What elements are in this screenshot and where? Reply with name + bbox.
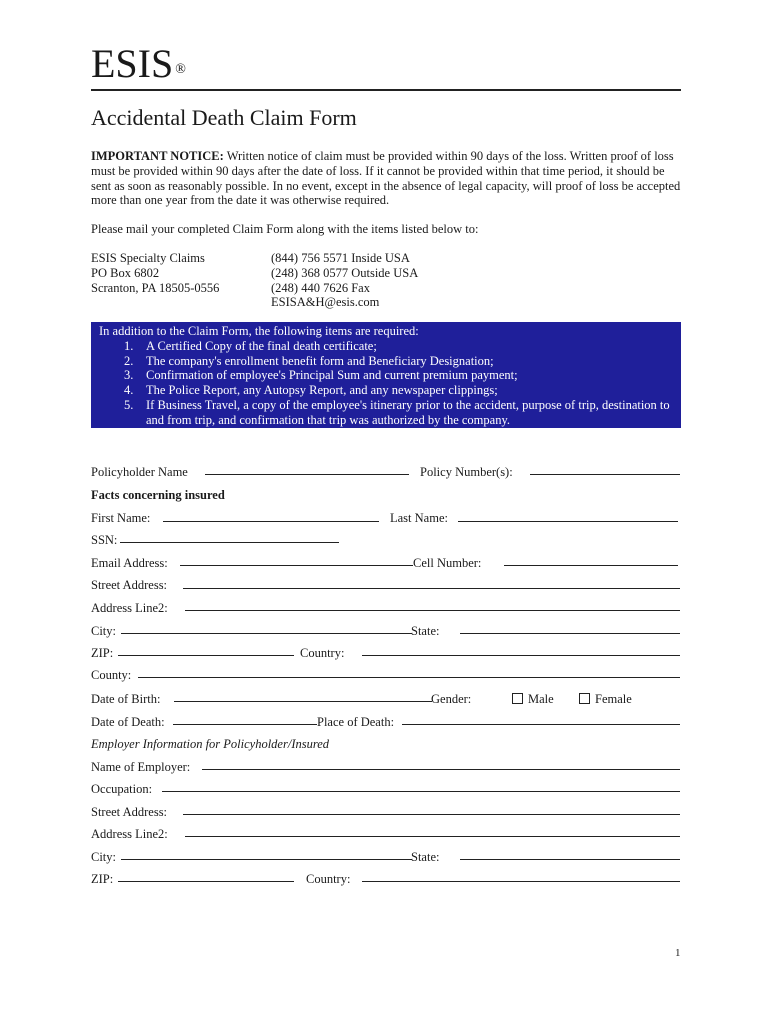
address-line2-field[interactable] <box>185 610 680 611</box>
city-label: City: <box>91 624 117 638</box>
ssn-field[interactable] <box>120 542 339 543</box>
last-name-label: Last Name: <box>390 511 448 525</box>
country-label: Country: <box>300 646 345 660</box>
last-name-field[interactable] <box>458 521 678 522</box>
county-field[interactable] <box>138 677 680 678</box>
first-name-field[interactable] <box>163 521 379 522</box>
required-item: 3. Confirmation of employee's Principal Sum and current premium payment; <box>124 368 518 383</box>
notice-label: IMPORTANT NOTICE: <box>91 149 224 163</box>
place-of-death-field[interactable] <box>402 724 680 725</box>
phone-outside-usa: (248) 368 0577 Outside USA <box>271 265 419 280</box>
cell-number-label: Cell Number: <box>413 556 482 570</box>
address-line2-label: Address Line2: <box>91 601 168 615</box>
email-link[interactable]: ESISA&H@esis.com <box>271 295 380 310</box>
place-of-death-label: Place of Death: <box>317 715 395 729</box>
employer-state-label: State: <box>411 850 440 864</box>
registered-mark: ® <box>175 62 186 77</box>
mail-instructions: Please mail your completed Claim Form along with the items listed below to: <box>91 222 479 236</box>
state-field[interactable] <box>460 633 680 634</box>
employer-zip-field[interactable] <box>118 881 294 882</box>
male-checkbox[interactable] <box>512 693 523 704</box>
zip-field[interactable] <box>118 655 294 656</box>
required-items-box <box>91 322 681 428</box>
dod-field[interactable] <box>173 724 317 725</box>
employer-address2-label: Address Line2: <box>91 827 168 841</box>
required-item: 4. The Police Report, any Autopsy Report, and any newspaper clippings; <box>124 383 498 398</box>
city-field[interactable] <box>121 633 412 634</box>
dod-label: Date of Death: <box>91 715 165 729</box>
employer-address2-field[interactable] <box>185 836 680 837</box>
employer-zip-label: ZIP: <box>91 872 114 886</box>
required-item: 5. If Business Travel, a copy of the employee's itinerary prior to the accident, purpose of trip, destination to and from trip, and confirmation that trip was authorized by the company. <box>124 397 670 427</box>
required-intro: In addition to the Claim Form, the following items are required: <box>99 324 419 338</box>
cell-number-field[interactable] <box>504 565 678 566</box>
employer-name-field[interactable] <box>202 769 680 770</box>
dob-field[interactable] <box>174 701 432 702</box>
female-label: Female <box>595 692 632 706</box>
email-label: Email Address: <box>91 556 168 570</box>
logo-text: ESIS <box>91 41 174 86</box>
required-item: 2. The company's enrollment benefit form and Beneficiary Designation; <box>124 353 494 368</box>
header-rule <box>91 89 681 91</box>
county-label: County: <box>91 668 132 682</box>
occupation-label: Occupation: <box>91 782 153 796</box>
address-line: PO Box 6802 <box>91 265 160 280</box>
zip-label: ZIP: <box>91 646 114 660</box>
gender-label: Gender: <box>431 692 472 706</box>
contact-info <box>271 251 418 310</box>
employer-city-field[interactable] <box>121 859 412 860</box>
policyholder-name-label: Policyholder Name <box>91 465 188 479</box>
address-line: Scranton, PA 18505-0556 <box>91 280 220 295</box>
street-address-label: Street Address: <box>91 578 168 592</box>
esis-logo <box>91 40 184 88</box>
mailing-address <box>91 251 219 295</box>
first-name-label: First Name: <box>91 511 151 525</box>
street-address-field[interactable] <box>183 588 680 589</box>
gender-female-option[interactable] <box>579 691 632 707</box>
fax: (248) 440 7626 Fax <box>271 280 370 295</box>
phone-inside-usa: (844) 756 5571 Inside USA <box>271 251 410 265</box>
notice-text: Written notice of claim must be provided within 90 days of the loss. Written proof of loss must be provided within 90 days after the date of loss. If it cannot be provided within that time period, it should be sent as soon as reasonably possible. In no event, except in the absence of legal capacity, will proof of loss be accepted more than one year from the date it was otherwise required. <box>91 149 681 208</box>
state-label: State: <box>411 624 440 638</box>
employer-city-label: City: <box>91 850 117 864</box>
email-field[interactable] <box>180 565 413 566</box>
important-notice <box>91 149 683 208</box>
required-item: 1. A Certified Copy of the final death certificate; <box>124 338 377 353</box>
employer-street-field[interactable] <box>183 814 680 815</box>
facts-heading: Facts concerning insured <box>91 488 225 502</box>
ssn-label: SSN: <box>91 533 118 547</box>
address-line: ESIS Specialty Claims <box>91 251 205 265</box>
occupation-field[interactable] <box>162 791 680 792</box>
employer-country-field[interactable] <box>362 881 680 882</box>
gender-male-option[interactable] <box>512 691 554 707</box>
employer-heading: Employer Information for Policyholder/Insured <box>91 737 330 751</box>
policyholder-name-field[interactable] <box>205 474 409 475</box>
female-checkbox[interactable] <box>579 693 590 704</box>
form-title: Accidental Death Claim Form <box>91 105 357 130</box>
country-field[interactable] <box>362 655 680 656</box>
employer-state-field[interactable] <box>460 859 680 860</box>
employer-country-label: Country: <box>306 872 351 886</box>
policy-numbers-field[interactable] <box>530 474 680 475</box>
employer-name-label: Name of Employer: <box>91 760 191 774</box>
employer-street-label: Street Address: <box>91 805 168 819</box>
dob-label: Date of Birth: <box>91 692 161 706</box>
policy-numbers-label: Policy Number(s): <box>420 465 513 479</box>
page-number: 1 <box>675 947 681 959</box>
male-label: Male <box>528 692 554 706</box>
